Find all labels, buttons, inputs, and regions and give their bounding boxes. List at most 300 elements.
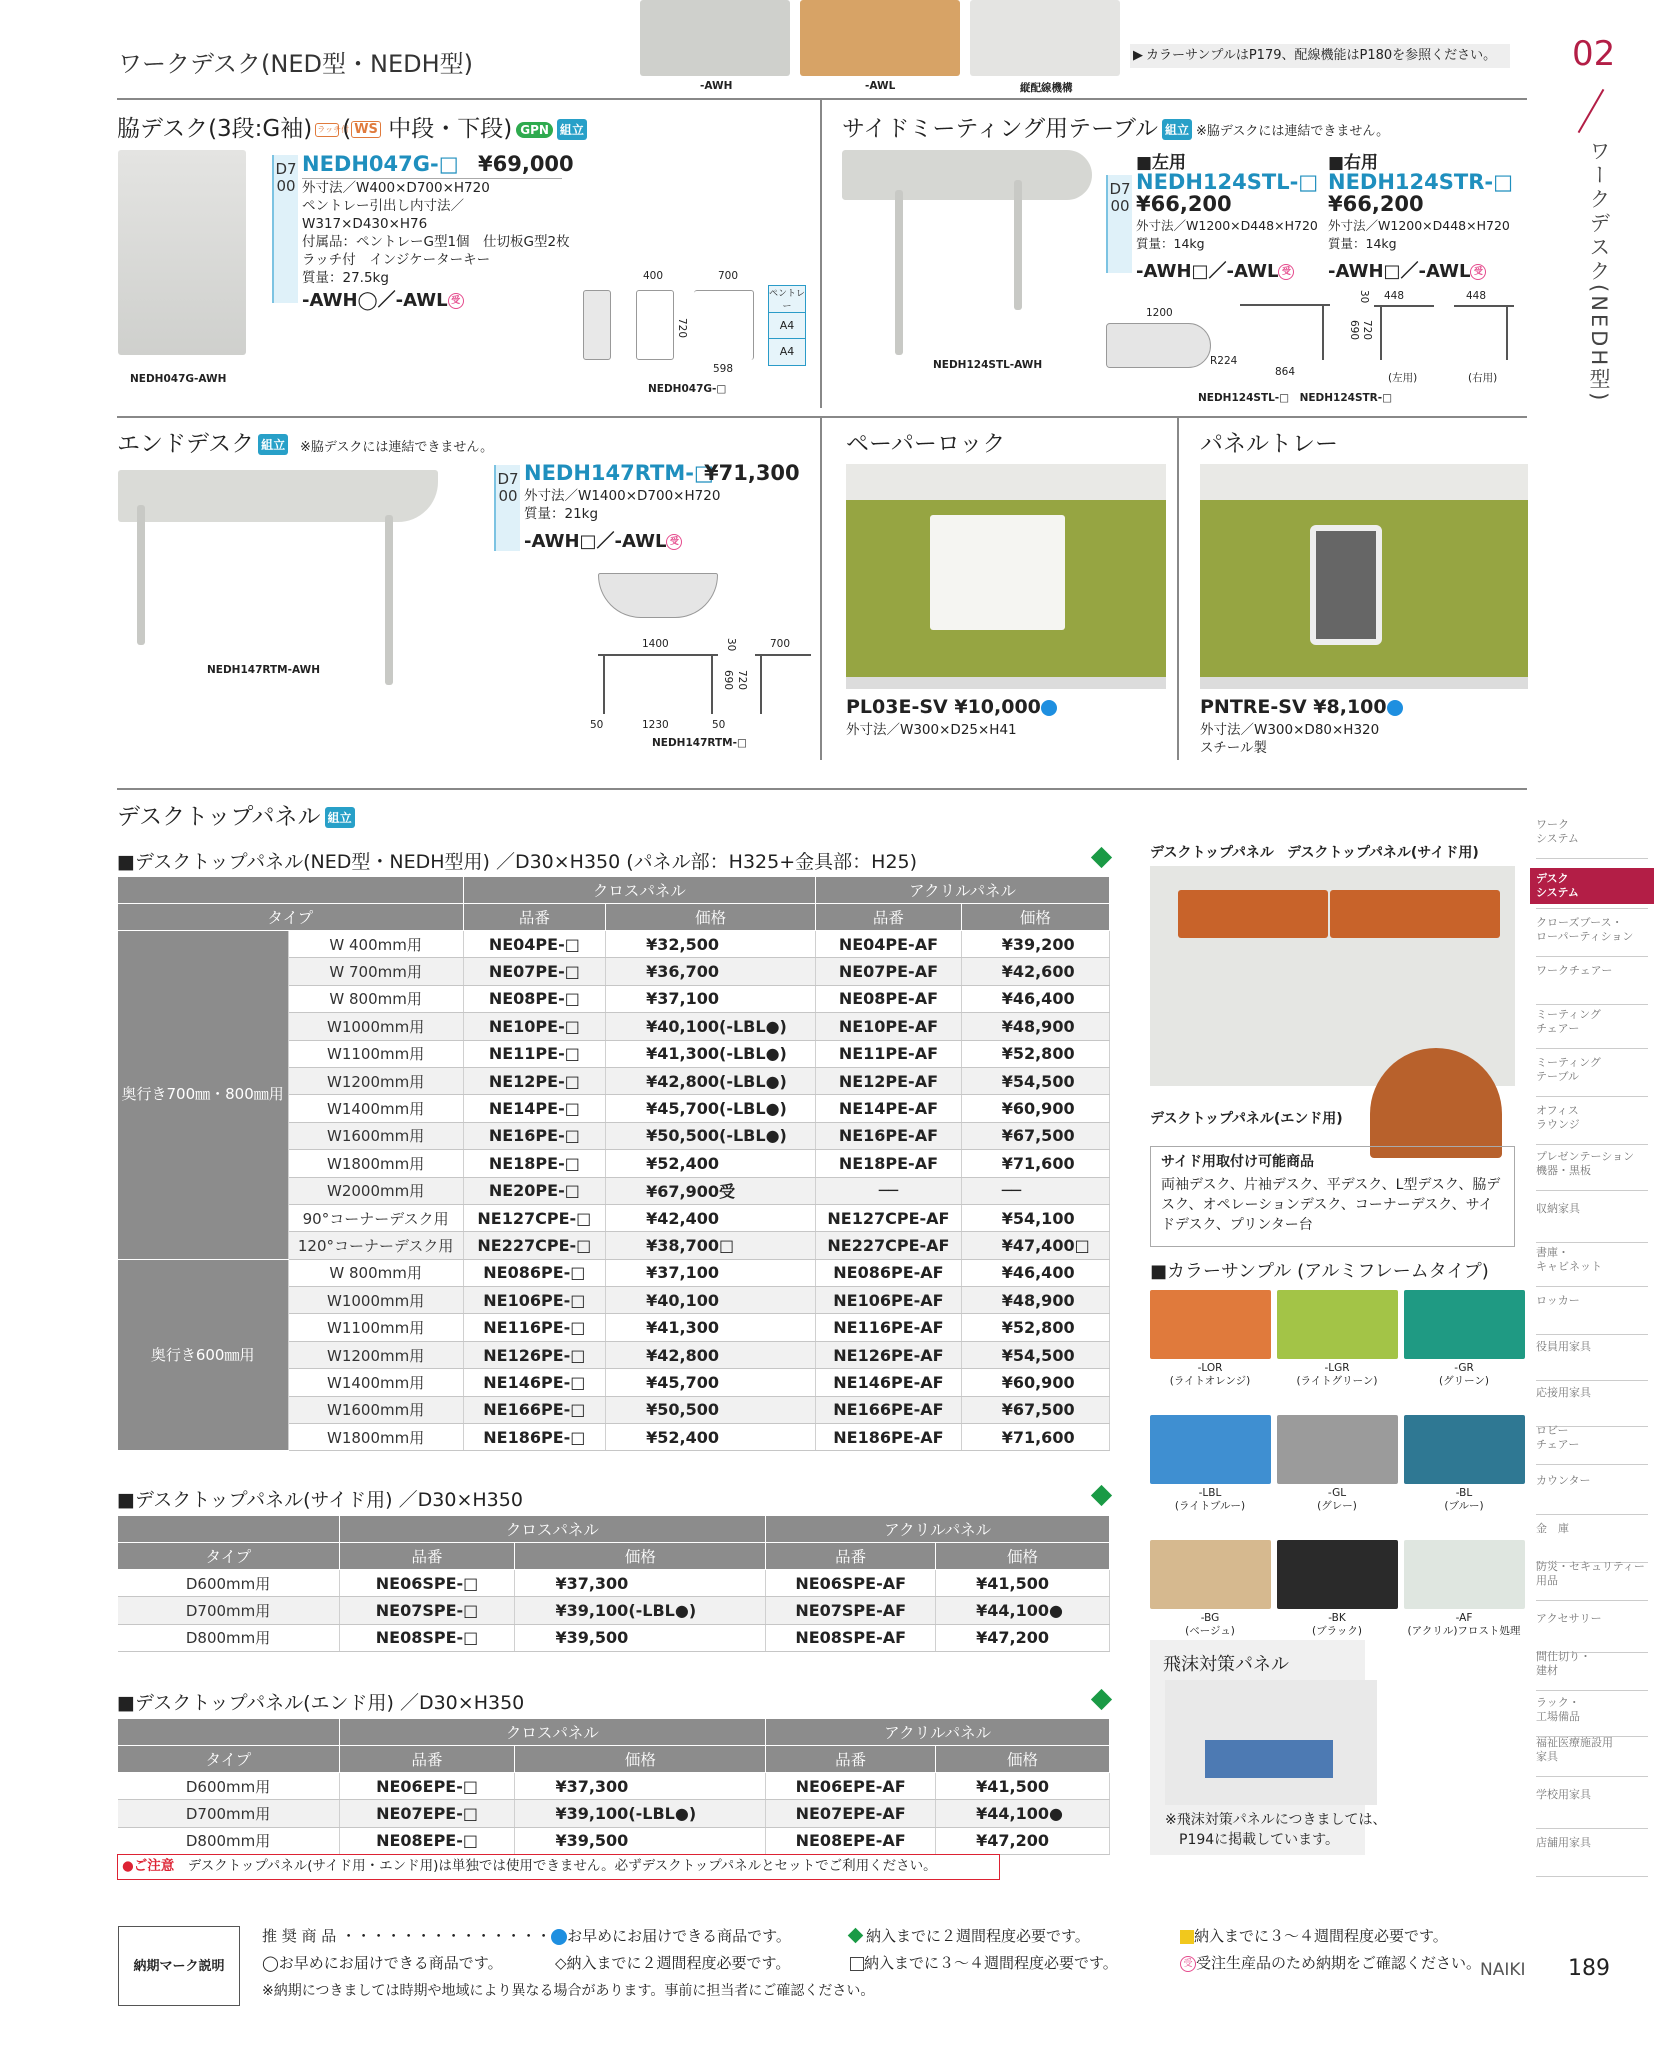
table1-col-code2: 品番: [816, 904, 962, 931]
acryl-code-cell: NE127CPE-AF: [816, 1204, 962, 1231]
acryl-code-cell: NE04PE-AF: [816, 931, 962, 958]
page-number: 189: [1568, 1956, 1610, 1981]
price-cell: ¥52,400: [606, 1150, 816, 1177]
nav-item[interactable]: アクセサリー: [1536, 1612, 1602, 1625]
price-cell: ¥36,700: [606, 958, 816, 985]
left-options-text: -AWH□／-AWL: [1136, 261, 1279, 282]
end-desk-d700: D700: [494, 465, 520, 551]
acryl-code-cell: NE146PE-AF: [816, 1369, 962, 1396]
type-cell: W1000mm用: [288, 1013, 463, 1040]
table2-col-code: 品番: [339, 1543, 515, 1570]
desktop-panel-title: [117, 798, 355, 831]
acryl-code-cell: NE06SPE-AF: [766, 1570, 936, 1597]
right-spec: 外寸法／W1200×D448×H720 質量：14kg: [1328, 218, 1510, 251]
nav-divider: [1536, 1690, 1648, 1691]
table1-head-acryl: アクリルパネル: [816, 877, 1110, 904]
pentray-a4-2: A4: [779, 345, 795, 358]
end-desk-leg2: [385, 515, 393, 685]
acryl-code-cell: NE07SPE-AF: [766, 1597, 936, 1624]
rule-3: [117, 788, 1527, 790]
paneltray-code: PNTRE-SV: [1200, 696, 1307, 718]
right-options-text: -AWH□／-AWL: [1328, 261, 1471, 282]
table2: [117, 1515, 1110, 1652]
side-table-title-text: サイドミーティング用テーブル: [842, 116, 1159, 142]
footer-three-weeks: 納入までに３～４週間程度必要です。: [864, 1954, 1118, 1972]
code-cell: NE116PE-□: [463, 1314, 606, 1341]
top-rule: [117, 98, 1527, 100]
notice-bar: [1130, 44, 1510, 68]
acryl-code-cell: NE14PE-AF: [816, 1095, 962, 1122]
table2-col-price: 価格: [515, 1543, 766, 1570]
nav-item[interactable]: 学校用家具: [1536, 1788, 1591, 1801]
nav-divider: [1536, 1334, 1648, 1335]
acryl-price-cell: ¥39,200: [961, 931, 1109, 958]
table1-col-code: 品番: [463, 904, 606, 931]
acryl-price-cell: ¥47,200: [936, 1624, 1110, 1651]
table1-head-cross: クロスパネル: [463, 877, 816, 904]
price-cell: ¥50,500: [606, 1396, 816, 1423]
table-row: [118, 1624, 1110, 1651]
acryl-price-cell: ¥52,800: [961, 1314, 1109, 1341]
side-table-leg2: [1014, 180, 1022, 310]
type-cell: W1400mm用: [288, 1095, 463, 1122]
paneltray-price: ¥8,100: [1313, 696, 1387, 718]
acryl-price-cell: ¥71,600: [961, 1424, 1109, 1451]
acryl-price-cell: ¥41,500: [936, 1773, 1110, 1800]
acryl-price-cell: ¥46,400: [961, 1259, 1109, 1286]
table1: [117, 876, 1110, 1451]
arrow-icon: ▶: [1133, 48, 1143, 63]
diagram-right-leg: [1506, 305, 1508, 360]
swatch-bg: [1150, 1540, 1271, 1609]
kumi-badge-2: 組立: [1162, 119, 1192, 140]
nav-item[interactable]: ロビー チェアー: [1536, 1424, 1580, 1451]
splash-panel-blue: [1205, 1740, 1333, 1778]
color-sample-title: ■カラーサンプル (アルミフレームタイプ): [1150, 1261, 1489, 1282]
footer-circle-icon: ◯: [262, 1954, 279, 1972]
dim-400: 400: [643, 270, 664, 282]
paneltray-title: パネルトレー: [1200, 431, 1338, 457]
nav-item[interactable]: プレゼンテーション 機器・黒板: [1536, 1150, 1635, 1177]
code-cell: NE07SPE-□: [339, 1597, 515, 1624]
dim-448-b: 448: [1466, 290, 1487, 302]
paperlock-paper: [930, 515, 1065, 630]
swatch-code: -BK: [1328, 1612, 1346, 1624]
acryl-price-cell: ¥52,800: [961, 1040, 1109, 1067]
price-cell: ¥32,500: [606, 931, 816, 958]
side-table-d700: D700: [1106, 175, 1132, 273]
table3-col-price: 価格: [515, 1746, 766, 1773]
type-cell: W1800mm用: [288, 1424, 463, 1451]
type-cell: W 700mm用: [288, 958, 463, 985]
price-cell: ¥41,300: [606, 1314, 816, 1341]
dim-690: 690: [1348, 320, 1360, 341]
diagram-right-caption: (右用): [1468, 372, 1498, 384]
wakidesk-options-text: -AWH◯／-AWL: [302, 290, 448, 311]
type-cell: W1100mm用: [288, 1314, 463, 1341]
left-spec: 外寸法／W1200×D448×H720 質量：14kg: [1136, 218, 1318, 251]
acryl-code-cell: NE08SPE-AF: [766, 1624, 936, 1651]
dim-50-a: 50: [590, 719, 604, 731]
swatch-label: [1274, 1612, 1400, 1638]
table3-col-type: タイプ: [118, 1746, 340, 1773]
table1-body: [118, 931, 1110, 1451]
left-label: ■左用: [1136, 153, 1187, 173]
footer-line-2b: [555, 1952, 790, 1973]
nav-item[interactable]: 役員用家具: [1536, 1340, 1591, 1353]
side-title: ワークデスク(NEDH型): [1587, 140, 1611, 404]
table2-col-code2: 品番: [766, 1543, 936, 1570]
acryl-price-cell: ¥67,500: [961, 1122, 1109, 1149]
nav-item[interactable]: 金 庫: [1536, 1522, 1569, 1535]
acryl-code-cell: NE11PE-AF: [816, 1040, 962, 1067]
nav-item[interactable]: 店舗用家具: [1536, 1836, 1591, 1849]
acryl-code-cell: NE06EPE-AF: [766, 1773, 936, 1800]
code-cell: NE106PE-□: [463, 1287, 606, 1314]
code-cell: NE20PE-□: [463, 1177, 606, 1204]
nav-item[interactable]: 書庫・ キャビネット: [1536, 1246, 1602, 1273]
dim-720-c: 720: [736, 670, 748, 691]
left-options: [1136, 257, 1294, 283]
swatch-code: -AF: [1455, 1612, 1473, 1624]
acryl-code-cell: NE086PE-AF: [816, 1259, 962, 1286]
type-cell: D800mm用: [118, 1624, 340, 1651]
wakidesk-photo: [118, 150, 246, 355]
rule-2: [117, 416, 1527, 418]
price-cell: ¥39,500: [515, 1624, 766, 1651]
top-caption-awl: -AWL: [865, 80, 896, 92]
footer-line-3: ※納期につきましては時期や地域により異なる場合があります。事前に担当者にご確認ください。: [262, 1983, 875, 1999]
acryl-code-cell: NE07PE-AF: [816, 958, 962, 985]
type-cell: W1800mm用: [288, 1150, 463, 1177]
top-photo-wiring: [970, 0, 1120, 76]
table2-head-blank: [118, 1516, 340, 1543]
table2-title: ■デスクトップパネル(サイド用) ／D30×H350: [117, 1489, 523, 1511]
footer-diamond-icon: [848, 1928, 864, 1944]
footer-line-1c: [850, 1925, 1090, 1946]
wakidesk-mid-text: 中段・下段: [388, 116, 504, 142]
diagram-left-leg: [1380, 305, 1382, 360]
code-cell: NE127CPE-□: [463, 1204, 606, 1231]
nav-item[interactable]: 収納家具: [1536, 1202, 1580, 1215]
type-cell: D800mm用: [118, 1827, 340, 1854]
acryl-price-cell: ¥44,100●: [936, 1597, 1110, 1624]
table2-head-acryl: アクリルパネル: [766, 1516, 1110, 1543]
code-cell: NE227CPE-□: [463, 1232, 606, 1259]
swatch-label: [1274, 1487, 1400, 1513]
nav-item[interactable]: 福祉医療施設用 家具: [1536, 1736, 1613, 1763]
acryl-code-cell: NE07EPE-AF: [766, 1800, 936, 1827]
swatch-name: (ブルー): [1444, 1500, 1484, 1512]
swatch-code: -LGR: [1324, 1362, 1350, 1374]
end-desk-diagram-top: [598, 573, 718, 618]
nav-item[interactable]: カウンター: [1536, 1474, 1591, 1487]
nav-divider: [1536, 1380, 1648, 1381]
code-cell: NE08SPE-□: [339, 1624, 515, 1651]
price-cell: ¥52,400: [606, 1424, 816, 1451]
footer-line-2: [262, 1952, 503, 1973]
end-desk-note: ※脇デスクには連結できません。: [300, 440, 494, 455]
wakidesk-price: ¥69,000: [478, 152, 574, 176]
panel-orange-2: [1330, 890, 1500, 938]
paneltray-line: [1200, 696, 1403, 718]
table1-title: ■デスクトップパネル(NED型・NEDH型用) ／D30×H350 (パネル部：H325+金具部：H25): [117, 851, 918, 873]
acryl-code-cell: NE08PE-AF: [816, 985, 962, 1012]
wakidesk-diagram-front: [636, 290, 674, 360]
price-cell: ¥67,900受: [606, 1177, 816, 1204]
side-table-photo: [842, 150, 1092, 200]
nav-divider: [1536, 1776, 1648, 1777]
table2-head-cross: クロスパネル: [339, 1516, 766, 1543]
footer-made-to-order-icon: 受: [1180, 1956, 1196, 1972]
swatch-label: [1401, 1362, 1527, 1388]
swatch-code: -LBL: [1198, 1487, 1222, 1499]
type-cell: W1000mm用: [288, 1287, 463, 1314]
footer-label-box: [118, 1926, 240, 2006]
side-table-note: ※脇デスクには連結できません。: [1196, 124, 1390, 139]
nav-item[interactable]: ロッカー: [1536, 1294, 1580, 1307]
dim-448-a: 448: [1384, 290, 1405, 302]
acryl-code-cell: ──: [816, 1177, 962, 1204]
dim-690-b: 690: [722, 670, 734, 691]
made-to-order-icon-3: 受: [1470, 264, 1486, 280]
nav-divider: [1536, 1876, 1648, 1877]
type-cell: D700mm用: [118, 1597, 340, 1624]
price-cell: ¥42,800: [606, 1341, 816, 1368]
acryl-code-cell: NE116PE-AF: [816, 1314, 962, 1341]
side-table-title: [842, 110, 1192, 143]
nav-item[interactable]: 間仕切り・ 建材: [1536, 1650, 1591, 1677]
latch-tag: ラッチ付: [315, 123, 339, 137]
end-diagram-top: [598, 654, 718, 656]
top-caption-awh: -AWH: [700, 80, 733, 92]
acryl-code-cell: NE16PE-AF: [816, 1122, 962, 1149]
swatch-name: (ライトグリーン): [1296, 1375, 1378, 1387]
type-cell: D600mm用: [118, 1773, 340, 1800]
nav-item[interactable]: クローズブース・ ローパーティション: [1536, 916, 1634, 943]
depth-group-label: 奥行き700㎜・800㎜用: [118, 931, 289, 1260]
acryl-price-cell: ¥48,900: [961, 1287, 1109, 1314]
paperlock-line: [846, 696, 1057, 718]
price-cell: ¥45,700(-LBL●): [606, 1095, 816, 1122]
type-cell: W 800mm用: [288, 1259, 463, 1286]
table3-body: [118, 1773, 1110, 1855]
nav-item[interactable]: ミーティング テーブル: [1536, 1056, 1601, 1083]
price-cell: ¥50,500(-LBL●): [606, 1122, 816, 1149]
side-table-diagram-leg-top: [1240, 304, 1330, 306]
nav-divider: [1536, 858, 1648, 859]
panel-orange-1: [1178, 890, 1328, 938]
acryl-price-cell: ¥60,900: [961, 1369, 1109, 1396]
swatch-code: -BG: [1200, 1612, 1220, 1624]
depth-group-label: 奥行き600㎜用: [118, 1259, 289, 1451]
code-cell: NE126PE-□: [463, 1341, 606, 1368]
chapter-number: 02: [1572, 34, 1616, 74]
table3-col-code2: 品番: [766, 1746, 936, 1773]
swatch-lgr: [1277, 1290, 1398, 1359]
type-cell: W1200mm用: [288, 1341, 463, 1368]
nav-divider: [1536, 1144, 1648, 1145]
price-cell: ¥39,500: [515, 1827, 766, 1854]
vertical-divider-2: [820, 418, 822, 760]
nav-divider: [1536, 1242, 1648, 1243]
nav-item[interactable]: デスク システム: [1530, 868, 1654, 904]
swatch-name: (ブラック): [1312, 1625, 1362, 1637]
paperlock-title: ペーパーロック: [846, 431, 1006, 457]
paperlock-spec: 外寸法／W300×D25×H41: [846, 722, 1017, 738]
nav-item[interactable]: ワーク システム: [1536, 818, 1579, 845]
top-photo-awl: [800, 0, 960, 76]
footer-fast-2: お早めにお届けできる商品です。: [278, 1954, 503, 1972]
photo-label-3: デスクトップパネル(エンド用): [1150, 1111, 1343, 1127]
type-cell: W1600mm用: [288, 1122, 463, 1149]
nav-divider: [1536, 956, 1648, 957]
acryl-code-cell: NE227CPE-AF: [816, 1232, 962, 1259]
acryl-code-cell: NE186PE-AF: [816, 1424, 962, 1451]
table1-col-price: 価格: [606, 904, 816, 931]
diagram-left-top: [1374, 305, 1434, 307]
footer-recommend: 推 奨 商 品 ・・・・・・・・・・・・・・: [262, 1927, 552, 1945]
code-cell: NE08EPE-□: [339, 1827, 515, 1854]
footer-line-1d: [1180, 1925, 1448, 1946]
left-price: ¥66,200: [1136, 192, 1232, 216]
vertical-divider-3: [1177, 418, 1179, 760]
end-diagram-leg1: [603, 654, 605, 714]
acryl-code-cell: NE166PE-AF: [816, 1396, 962, 1423]
swatch-bl: [1404, 1415, 1525, 1484]
right-label: ■右用: [1328, 153, 1379, 173]
table3-col-price2: 価格: [936, 1746, 1110, 1773]
dim-720-b: 720: [1361, 320, 1373, 341]
code-cell: NE06EPE-□: [339, 1773, 515, 1800]
type-cell: D600mm用: [118, 1570, 340, 1597]
swatch-lbl: [1150, 1415, 1271, 1484]
table2-body: [118, 1570, 1110, 1652]
wakidesk-title-text: 脇デスク(3段:G袖): [117, 116, 313, 142]
price-cell: ¥45,700: [606, 1369, 816, 1396]
recommend-dot-icon: [1041, 700, 1057, 716]
type-cell: W 800mm用: [288, 985, 463, 1012]
nav-divider: [1536, 1004, 1648, 1005]
acryl-price-cell: ¥41,500: [936, 1570, 1110, 1597]
table1-col-type: タイプ: [118, 904, 464, 931]
nav-divider: [1536, 1096, 1648, 1097]
paneltray-spec: 外寸法／W300×D80×H320 スチール製: [1200, 722, 1380, 756]
footer-fast: お早めにお届けできる商品です。: [567, 1927, 791, 1945]
price-cell: ¥38,700□: [606, 1232, 816, 1259]
swatch-label: [1401, 1612, 1527, 1638]
nav-item[interactable]: ミーティング チェアー: [1536, 1008, 1601, 1035]
price-cell: ¥39,100(-LBL●): [515, 1597, 766, 1624]
nav-item[interactable]: 応接用家具: [1536, 1386, 1591, 1399]
kumi-badge: 組立: [557, 119, 587, 140]
chapter-slash: [1578, 89, 1605, 133]
table3-head-cross: クロスパネル: [339, 1719, 766, 1746]
end-desk-options: [524, 527, 682, 553]
paperlock-price: ¥10,000: [954, 696, 1041, 718]
swatch-label: [1147, 1362, 1273, 1388]
made-to-order-icon-4: 受: [666, 534, 682, 550]
dim-1400: 1400: [642, 638, 669, 650]
swatch-code: -GR: [1454, 1362, 1474, 1374]
price-cell: ¥37,100: [606, 985, 816, 1012]
wakidesk-d700: D700: [272, 155, 298, 303]
end-desk-leg1: [137, 505, 145, 645]
footer-dot-icon: [551, 1929, 567, 1945]
side-table-img-caption: NEDH124STL-AWH: [933, 359, 1043, 371]
page-title: ワークデスク(NED型・NEDH型): [118, 50, 474, 78]
acryl-price-cell: ¥47,200: [936, 1827, 1110, 1854]
code-cell: NE146PE-□: [463, 1369, 606, 1396]
table-row: [118, 1259, 1110, 1286]
caution-label: ●ご注意: [122, 1858, 175, 1874]
table1-col-price2: 価格: [961, 904, 1109, 931]
swatch-bk: [1277, 1540, 1398, 1609]
type-cell: D700mm用: [118, 1800, 340, 1827]
caution-text: デスクトップパネル(サイド用・エンド用)は単独では使用できません。必ずデスクトップパネルとセットでご利用ください。: [187, 1858, 937, 1874]
recommend-dot-icon-2: [1387, 700, 1403, 716]
swatch-code: -LOR: [1197, 1362, 1223, 1374]
swatch-af: [1404, 1540, 1525, 1609]
swatch-label: [1401, 1487, 1527, 1513]
nav-divider: [1536, 1464, 1648, 1465]
end-desk-title: [117, 425, 288, 458]
pentray-a4-1: A4: [769, 313, 805, 339]
ws-tag: WS: [351, 121, 381, 138]
nav-item[interactable]: ラック・ 工場備品: [1536, 1696, 1580, 1723]
dim-50-b: 50: [712, 719, 726, 731]
splash-title: 飛沫対策パネル: [1163, 1654, 1289, 1675]
wakidesk-spec: 外寸法／W400×D700×H720 ペントレー引出し内寸法／ W317×D430×H76 付属品：ペントレーG型1個 仕切板G型2枚 ラッチ付 インジケーターキー 質量：27.5kg: [302, 180, 570, 286]
side-box: [1150, 1146, 1515, 1247]
dim-30-b: 30: [725, 638, 737, 652]
table3: [117, 1718, 1110, 1855]
code-cell: NE18PE-□: [463, 1150, 606, 1177]
acryl-code-cell: NE12PE-AF: [816, 1067, 962, 1094]
swatch-name: (ライトブルー): [1174, 1500, 1246, 1512]
swatch-label: [1147, 1487, 1273, 1513]
code-cell: NE04PE-□: [463, 931, 606, 958]
nav-divider: [1536, 1600, 1648, 1601]
nav-item[interactable]: ワークチェアー: [1536, 964, 1613, 977]
acryl-price-cell: ──: [961, 1177, 1109, 1204]
nav-item[interactable]: オフィス ラウンジ: [1536, 1104, 1580, 1131]
nav-divider: [1536, 1828, 1648, 1829]
code-cell: NE12PE-□: [463, 1067, 606, 1094]
nav-item[interactable]: 防災・セキュリティー 用品: [1536, 1560, 1645, 1587]
kumi-badge-3: 組立: [258, 434, 288, 455]
table-row: [118, 1570, 1110, 1597]
footer-line-2c: [850, 1952, 1118, 1973]
code-cell: NE07EPE-□: [339, 1800, 515, 1827]
wakidesk-diagram-side: [583, 290, 611, 360]
swatch-name: (アクリル)フロスト処理: [1407, 1625, 1521, 1637]
price-cell: ¥39,100(-LBL●): [515, 1800, 766, 1827]
acryl-price-cell: ¥60,900: [961, 1095, 1109, 1122]
end-desk-options-text: -AWH□／-AWL: [524, 531, 667, 552]
footer-line-1: [262, 1925, 791, 1946]
wakidesk-img-caption: NEDH047G-AWH: [130, 373, 227, 385]
photo-label-1: デスクトップパネル: [1150, 845, 1274, 861]
gpn-badge: GPN: [516, 122, 553, 138]
right-options: [1328, 257, 1486, 283]
side-table-diagram-leg: [1322, 304, 1324, 360]
table-row: [118, 1800, 1110, 1827]
price-cell: ¥40,100(-LBL●): [606, 1013, 816, 1040]
diamond-icon-1: [1091, 847, 1112, 868]
swatch-code: -BL: [1455, 1487, 1473, 1499]
brand: NAIKI: [1480, 1960, 1526, 1980]
